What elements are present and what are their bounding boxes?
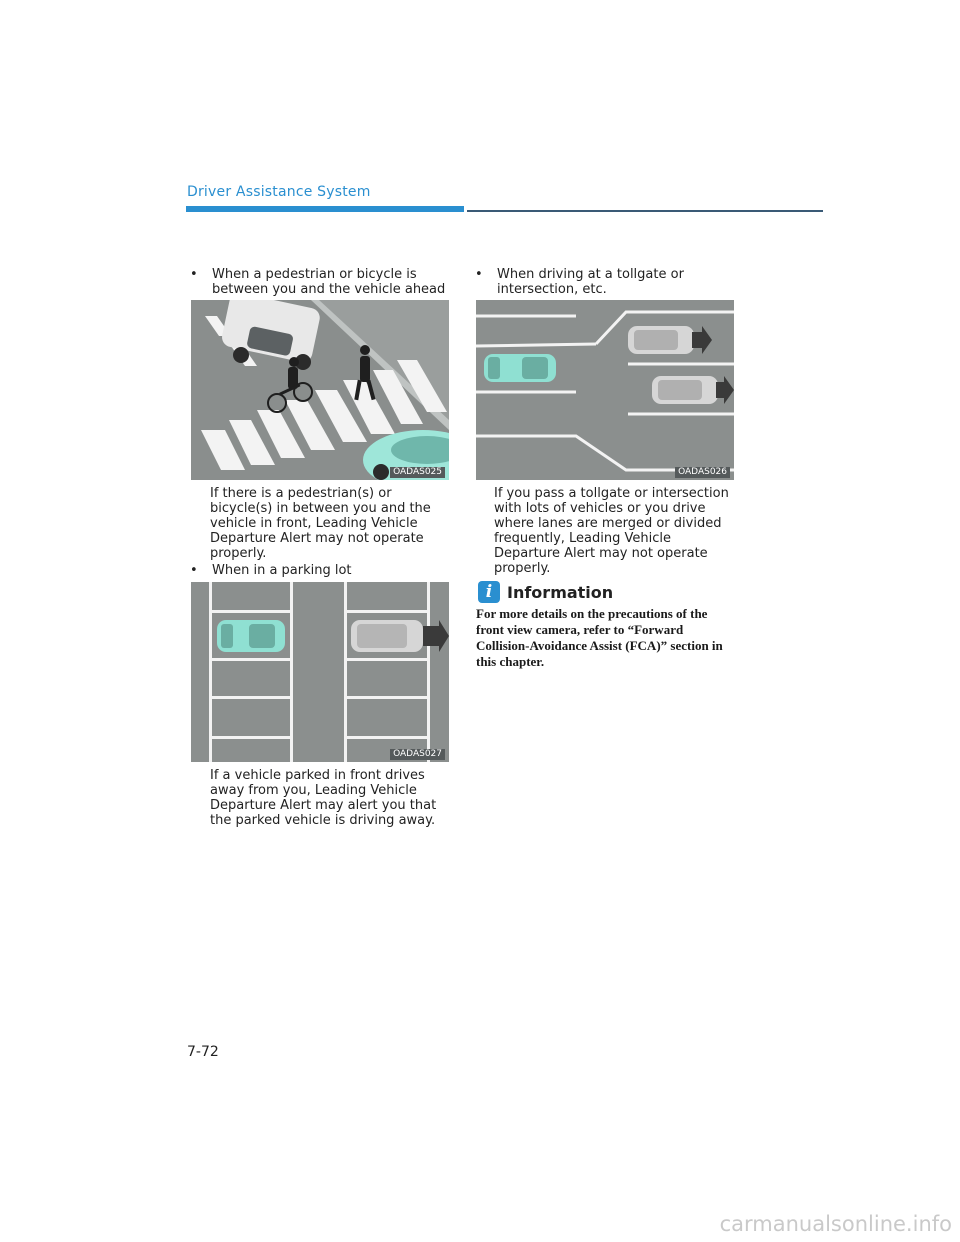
paragraph-parking-lot: If a vehicle parked in front drives away from you, Leading Vehicle Departure Alert may alert you that the parked vehicle is driving away. — [210, 768, 437, 828]
figure-code: OADAS026 — [675, 467, 730, 478]
paragraph-pedestrian: If there is a pedestrian(s) or bicycle(s) in between you and the vehicle in front, Leading Vehicle Departure Alert may not operate properly. — [210, 486, 431, 561]
info-icon: i — [478, 581, 500, 603]
section-title: Driver Assistance System — [187, 184, 371, 200]
bullet-marker: • — [190, 563, 198, 578]
figure-code: OADAS027 — [390, 749, 445, 760]
figure-pedestrian-crossing — [191, 300, 449, 480]
crosswalk-illustration — [191, 300, 449, 480]
bullet-parking-lot — [190, 563, 460, 578]
information-title: Information — [507, 582, 614, 602]
bullet-text: When a pedestrian or bicycle is between you and the vehicle ahead — [212, 267, 446, 297]
watermark: carmanualsonline.info — [719, 1212, 952, 1236]
header-rule-accent — [186, 206, 464, 212]
bullet-text: When driving at a tollgate or intersection, etc. — [497, 267, 684, 297]
page-number: 7-72 — [187, 1044, 219, 1060]
bullet-tollgate — [475, 267, 737, 297]
tollgate-illustration — [476, 300, 734, 480]
bullet-marker: • — [475, 267, 483, 282]
information-body: For more details on the precautions of the front view camera, refer to “Forward Collision-Avoidance Assist (FCA)” section in this chapter. — [476, 606, 723, 669]
bullet-text: When in a parking lot — [212, 563, 352, 578]
header-rule — [467, 210, 823, 212]
information-header — [478, 580, 613, 604]
bullet-pedestrian — [190, 267, 460, 297]
paragraph-tollgate: If you pass a tollgate or intersection with lots of vehicles or you drive where lanes are merged or divided frequently, Leading Vehicle Departure Alert may not operate properly. — [494, 486, 729, 576]
figure-parking-lot — [191, 582, 449, 762]
bullet-marker: • — [190, 267, 198, 282]
parking-lot-illustration — [191, 582, 449, 762]
figure-code: OADAS025 — [390, 467, 445, 478]
figure-tollgate — [476, 300, 734, 480]
